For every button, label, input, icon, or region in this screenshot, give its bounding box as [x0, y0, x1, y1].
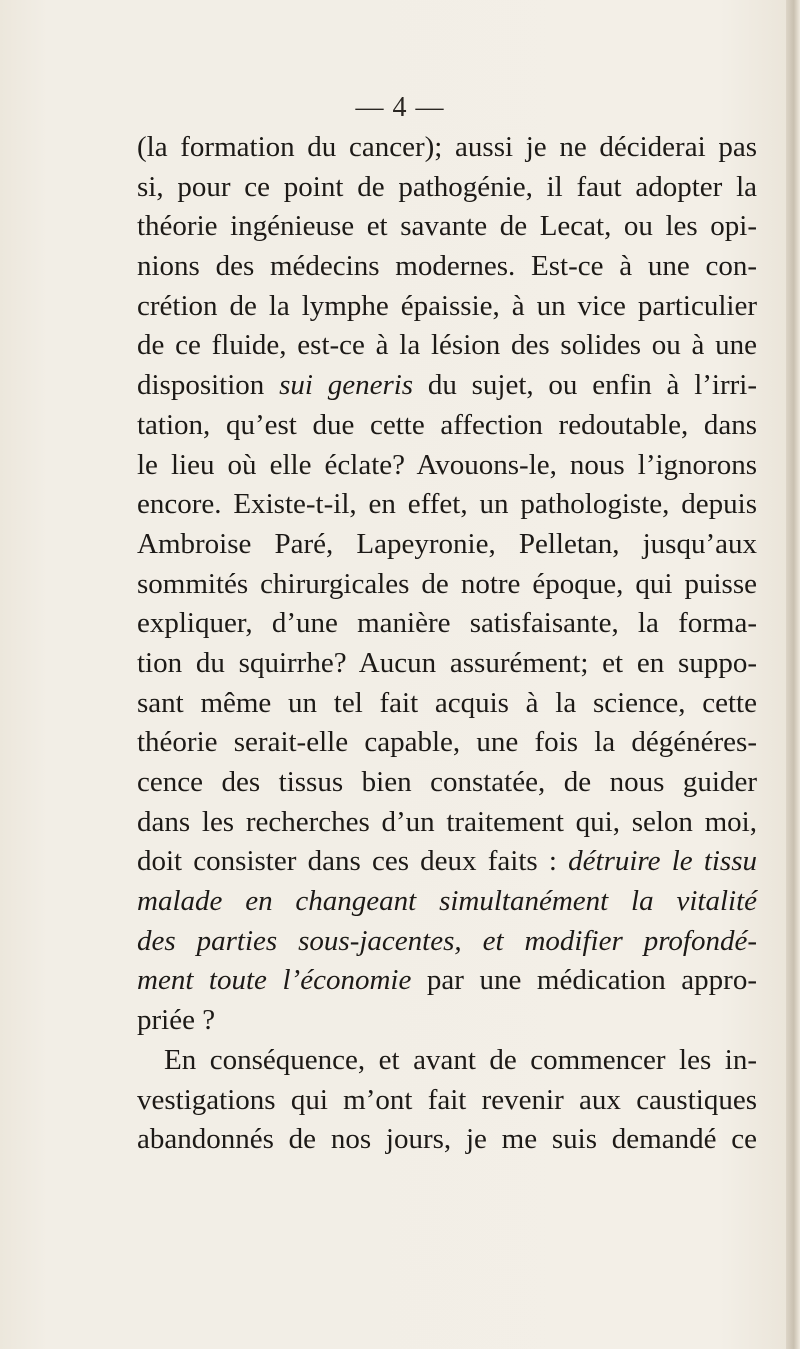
text-line [137, 684, 757, 724]
text-line [137, 326, 757, 366]
text-segment: dans les recherches d’un traitement qui, selon moi, [137, 805, 757, 838]
text-line [137, 961, 757, 1001]
text-segment: crétion de la lymphe épaissie, à un vice particulier [137, 289, 757, 322]
body-text [137, 128, 757, 1160]
text-segment: théorie serait-elle capable, une fois la dégénéres- [137, 726, 757, 759]
text-line [137, 1120, 757, 1160]
text-line [137, 1001, 757, 1041]
text-line [137, 366, 757, 406]
text-segment: sant même un tel fait acquis à la science, cette [137, 686, 757, 719]
text-line [137, 763, 757, 803]
text-line [137, 207, 757, 247]
text-line [137, 1041, 757, 1081]
text-segment: théorie ingénieuse et savante de Lecat, ou les opi- [137, 210, 757, 243]
text-line [137, 247, 757, 287]
text-segment: par une médication appro- [411, 964, 757, 997]
page-edge-shadow [786, 0, 800, 1349]
text-line [137, 525, 757, 565]
text-segment: sommités chirurgicales de notre époque, qui puisse [137, 567, 757, 600]
text-segment: vestigations qui m’ont fait revenir aux caustiques [137, 1083, 757, 1116]
text-line [137, 842, 757, 882]
page-number: — 4 — [355, 92, 445, 123]
italic-text-segment: ment toute l’économie [137, 964, 412, 997]
text-segment: si, pour ce point de pathogénie, il faut adopter la [137, 170, 757, 203]
italic-text-segment: sui generis [279, 369, 414, 402]
text-segment: expliquer, d’une manière satisfaisante, la forma- [137, 607, 757, 640]
text-line [137, 604, 757, 644]
text-line [137, 803, 757, 843]
text-segment: Ambroise Paré, Lapeyronie, Pelletan, jusqu’aux [137, 527, 757, 560]
text-segment: tation, qu’est due cette affection redoutable, dans [137, 408, 757, 441]
italic-text-segment: malade en changeant simultanément la vitalité [137, 885, 757, 918]
text-segment: doit consister dans ces deux faits : [137, 845, 569, 878]
text-segment: disposition [137, 369, 280, 402]
text-line [137, 1081, 757, 1121]
text-line [137, 565, 757, 605]
text-line [137, 446, 757, 486]
text-segment: le lieu où elle éclate? Avouons-le, nous l’ignorons [137, 448, 757, 481]
text-line [137, 922, 757, 962]
text-segment: priée ? [137, 1004, 216, 1037]
text-line [137, 128, 757, 168]
text-segment: abandonnés de nos jours, je me suis demandé ce [137, 1123, 757, 1156]
text-segment: nions des médecins modernes. Est-ce à une con- [137, 250, 757, 283]
text-segment: du sujet, ou enfin à l’irri- [413, 369, 757, 402]
text-line [137, 882, 757, 922]
text-line [137, 723, 757, 763]
text-line [137, 406, 757, 446]
italic-text-segment: détruire le tissu [568, 845, 758, 878]
text-segment: En conséquence, et avant de commencer les in- [164, 1043, 757, 1076]
text-segment: de ce fluide, est-ce à la lésion des solides ou à une [137, 329, 757, 362]
text-segment: encore. Existe-t-il, en effet, un pathologiste, depuis [137, 488, 757, 521]
text-segment: tion du squirrhe? Aucun assurément; et en suppo- [137, 646, 757, 679]
text-line [137, 168, 757, 208]
text-line [137, 287, 757, 327]
text-segment: cence des tissus bien constatée, de nous guider [137, 766, 757, 798]
italic-text-segment: des parties sous-jacentes, et modifier profondé- [137, 924, 757, 957]
text-line [137, 644, 757, 684]
text-line [137, 485, 757, 525]
text-segment: (la formation du cancer); aussi je ne déciderai pas [137, 131, 757, 163]
